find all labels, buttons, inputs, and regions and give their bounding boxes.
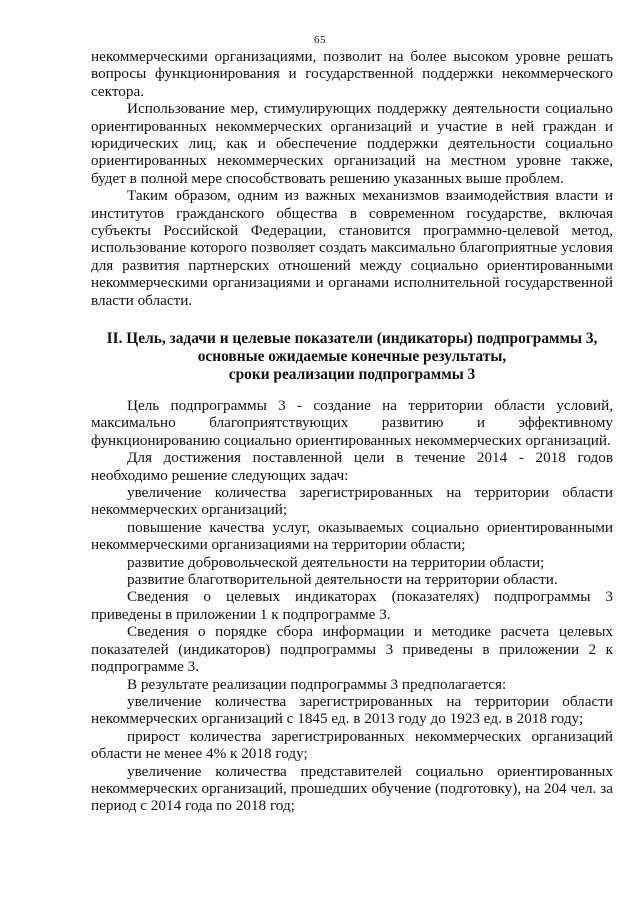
paragraph: В результате реализации подпрограммы 3 предполагается: [127, 675, 507, 693]
heading-line: основные ожидаемые конечные результаты, [197, 348, 507, 365]
paragraph: Цель подпрограммы 3 - создание на территории области условий, максимально благоприятствующих развитию и эффективному функционированию социально ориентированных некоммерческих организаций. [91, 397, 613, 449]
list-item: увеличение количества зарегистрированных на территории области некоммерческих организаций; [91, 484, 613, 519]
paragraph: Таким образом, одним из важных механизмов взаимодействия власти и институтов гражданского общества в современном государстве, включая субъекты Российской Федерации, становится программно-целевой метод, использование которого позволяет создать максимально благоприятные условия для развития партнерских отношений между социально ориентированными некоммерческими организациями и органами исполнительной государственной власти области. [91, 187, 613, 309]
section-text [91, 397, 613, 815]
section-heading [91, 330, 613, 384]
list-item: увеличение количества зарегистрированных на территории области некоммерческих организаций с 1845 ед. в 2013 году до 1923 ед. в 2018 году; [91, 692, 613, 728]
list-item: прирост количества зарегистрированных некоммерческих организаций области не менее 4% к 2018 году; [91, 727, 613, 763]
page-number: 65 [314, 34, 326, 46]
list-item: повышение качества услуг, оказываемых социально ориентированными некоммерческими организациями на территории области; [91, 518, 613, 554]
list-item: увеличение количества представителей социально ориентированных некоммерческих организаций, прошедших обучение (подготовку), на 204 чел. за период с 2014 года по 2018 год; [91, 762, 613, 815]
paragraph: Для достижения поставленной цели в течение 2014 - 2018 годов необходимо решение следующих задач: [91, 449, 613, 484]
list-item: развитие благотворительной деятельности на территории области. [127, 571, 558, 589]
paragraph: Сведения о целевых индикаторах (показателях) подпрограммы 3 приведены в приложении 1 к подпрограмме 3. [91, 588, 613, 623]
list-item: развитие добровольческой деятельности на территории области; [127, 553, 545, 571]
paragraph: некоммерческими организациями, позволит на более высоком уровне решать вопросы функционирования и государственной поддержки некоммерческого сектора. [91, 48, 613, 100]
intro-text [91, 48, 613, 309]
heading-line: сроки реализации подпрограммы 3 [228, 366, 476, 383]
paragraph: Использование мер, стимулирующих поддержку деятельности социально ориентированных некоммерческих организаций и участие в ней граждан и юридических лиц, как и обеспечение поддержки деятельности социально ориентированных некоммерческих организаций на местном уровне также, будет в полной мере способствовать решению указанных выше проблем. [91, 100, 613, 187]
heading-line: II. Цель, задачи и целевые показатели (индикаторы) подпрограммы 3, [106, 330, 598, 347]
paragraph: Сведения о порядке сбора информации и методике расчета целевых показателей (индикаторов) подпрограммы 3 приведены в приложении 2 к подпрограмме 3. [91, 623, 613, 676]
